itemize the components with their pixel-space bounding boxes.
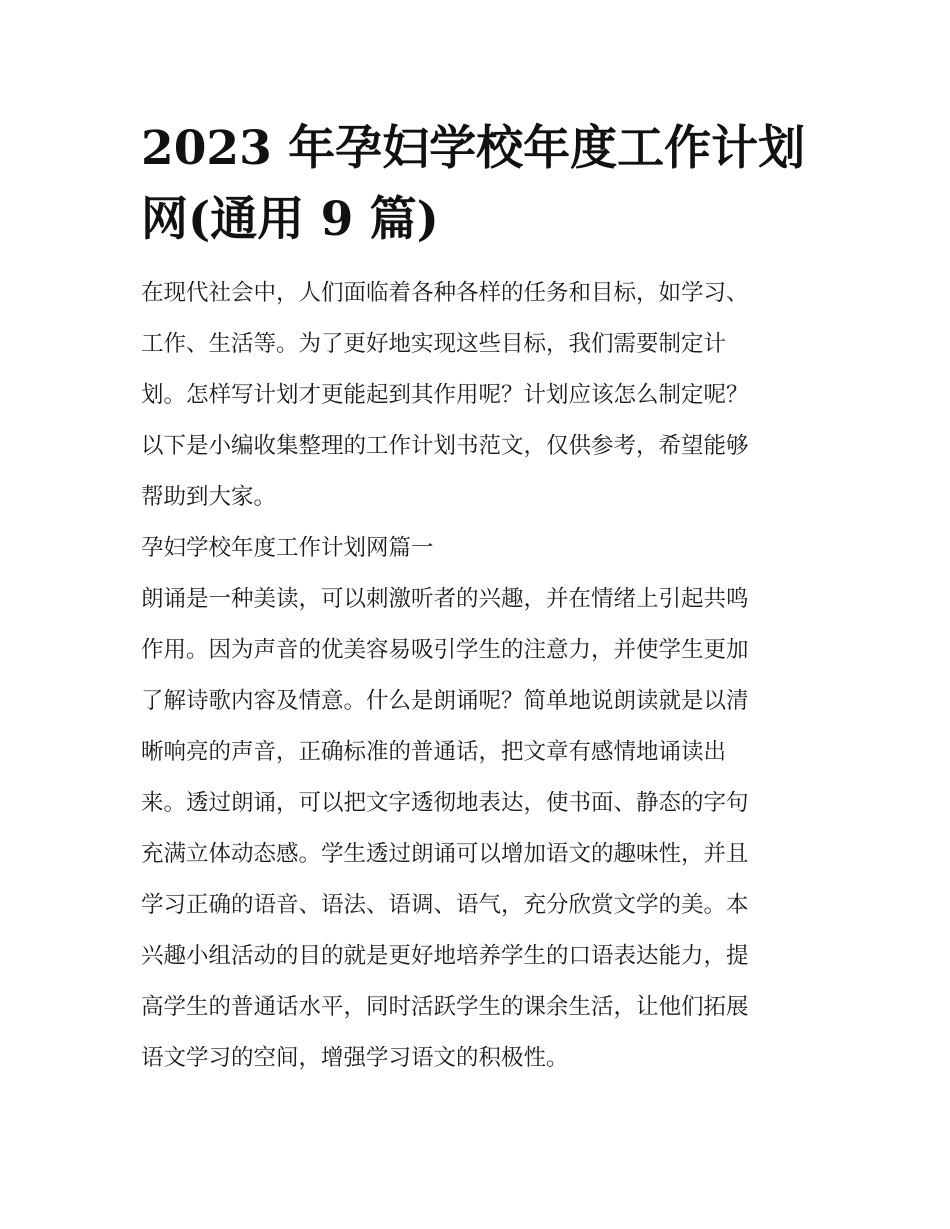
document-title (141, 113, 813, 255)
paragraph-line: 作用。因为声音的优美容易吸引学生的注意力，并使学生更加 (141, 637, 749, 663)
paragraph-line: 语文学习的空间，增强学习语文的积极性。 (141, 1045, 569, 1071)
paragraph-line: 工作、生活等。为了更好地实现这些目标，我们需要制定计 (141, 331, 727, 357)
paragraph-line: 来。透过朗诵，可以把文字透彻地表达，使书面、静态的字句 (141, 790, 749, 816)
title-line: 网(通用 9 篇) (141, 192, 439, 247)
paragraph-line: 晰响亮的声音，正确标准的普通话，把文章有感情地诵读出 (141, 739, 727, 765)
title-line: 2023 年孕妇学校年度工作计划 (141, 121, 806, 176)
paragraph-line: 高学生的普通话水平，同时活跃学生的课余生活，让他们拓展 (141, 994, 749, 1020)
section-paragraph (141, 574, 813, 1084)
paragraph-line: 兴趣小组活动的目的就是更好地培养学生的口语表达能力，提 (141, 943, 749, 969)
paragraph-line: 朗诵是一种美读，可以刺激听者的兴趣，并在情绪上引起共鸣 (141, 586, 749, 612)
intro-paragraph (141, 268, 813, 523)
paragraph-line: 划。怎样写计划才更能起到其作用呢？计划应该怎么制定呢？ (141, 382, 749, 408)
paragraph-line: 以下是小编收集整理的工作计划书范文，仅供参考，希望能够 (141, 433, 749, 459)
section-heading: 孕妇学校年度工作计划网篇一 (141, 535, 434, 561)
paragraph-line: 充满立体动态感。学生透过朗诵可以增加语文的趣味性，并且 (141, 841, 749, 867)
paragraph-line: 学习正确的语音、语法、语调、语气，充分欣赏文学的美。本 (141, 892, 749, 918)
paragraph-line: 在现代社会中，人们面临着各种各样的任务和目标，如学习、 (141, 280, 749, 306)
document-body (141, 268, 813, 1084)
paragraph-line: 了解诗歌内容及情意。什么是朗诵呢？简单地说朗读就是以清 (141, 688, 749, 714)
paragraph-line: 帮助到大家。 (141, 484, 277, 510)
document-page (141, 113, 813, 1084)
